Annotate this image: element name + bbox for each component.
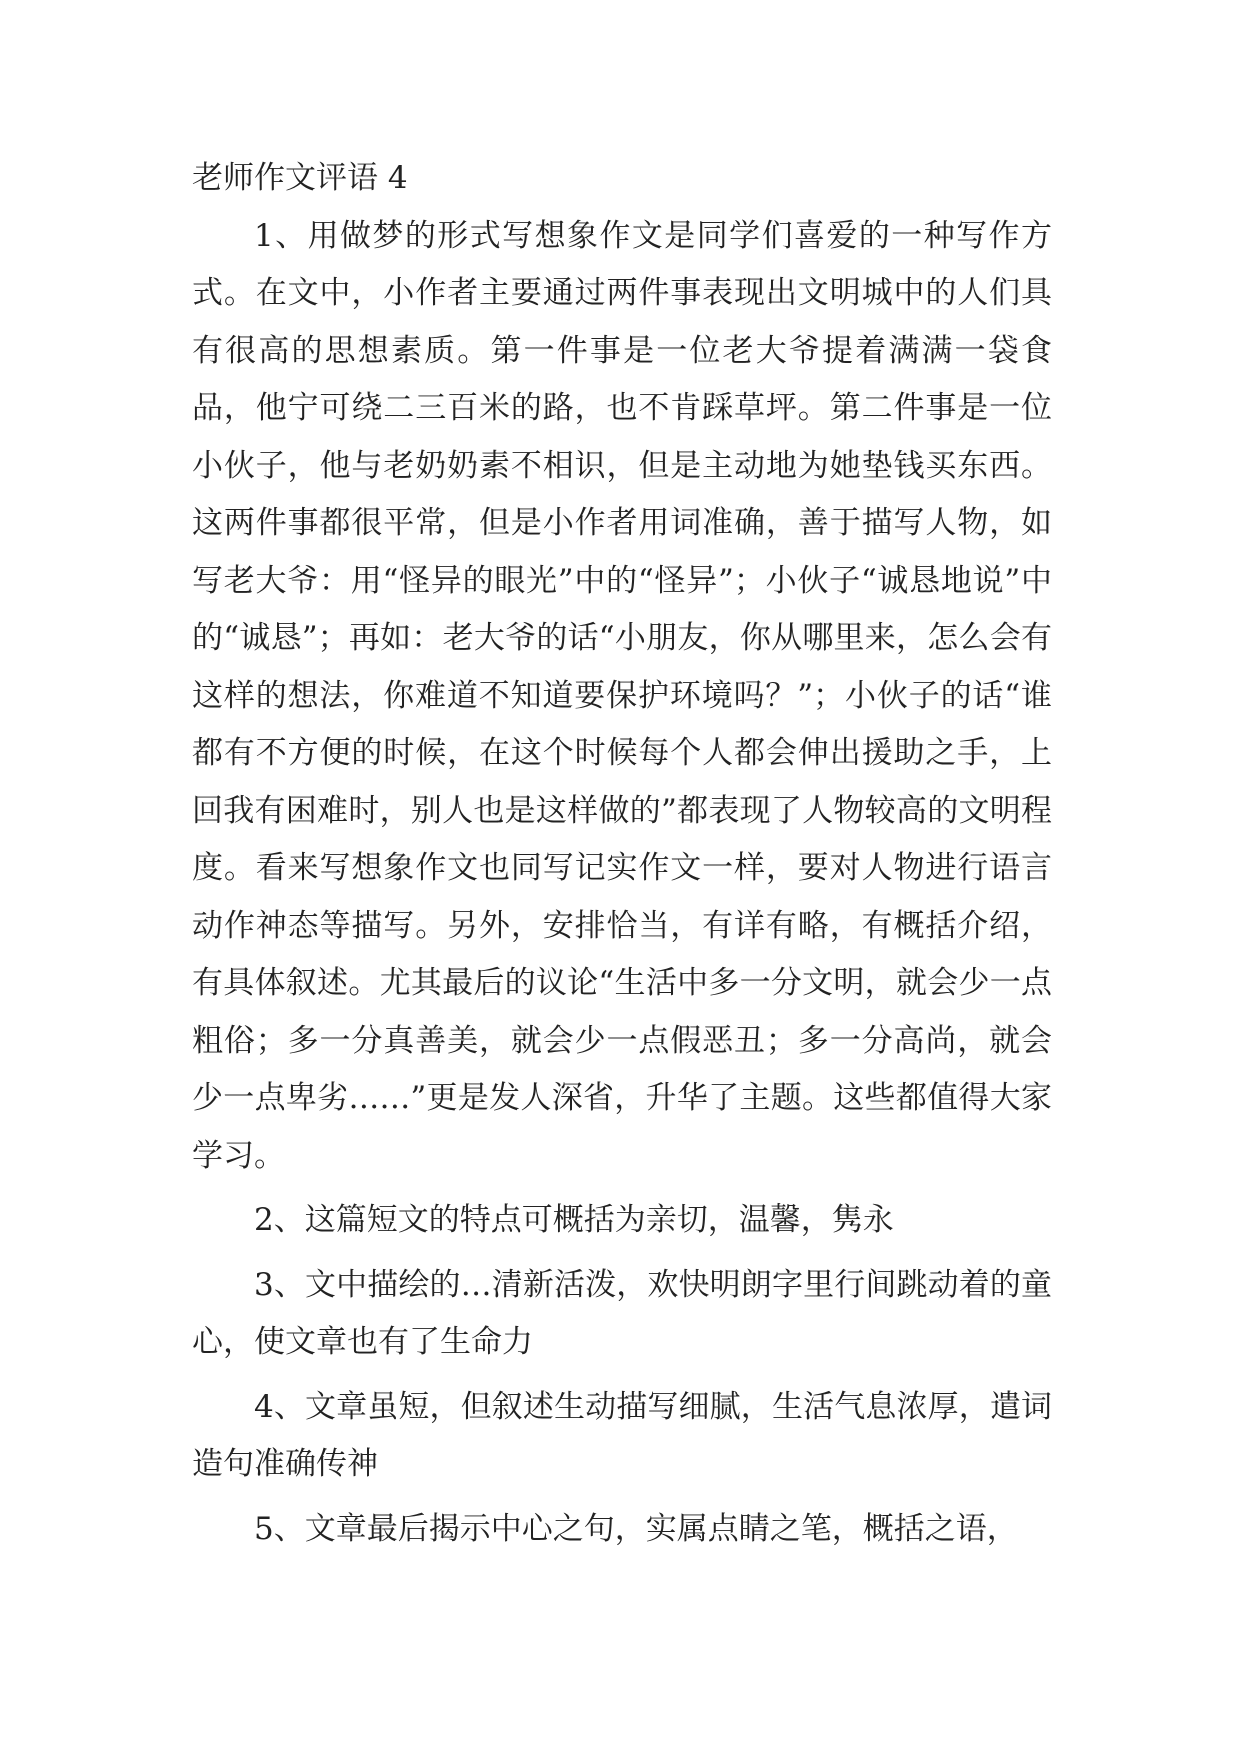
comment-paragraph-2: 2、这篇短文的特点可概括为亲切，温馨，隽永 — [254, 1202, 894, 1238]
comment-paragraph-5: 5、文章最后揭示中心之句，实属点睛之笔，概括之语， — [254, 1510, 1018, 1547]
comment-paragraph-1: 1、用做梦的形式写想象作文是同学们喜爱的一种写作方式。在文中，小作者主要通过两件事表现出文明城中的人们具有很高的思想素质。第一件事是一位老大爷提着满满一袋食品，他宁可绕二三百米的路，也不肯踩草坪。第二件事是一位小伙子，他与老奶奶素不相识，但是主动地为她垫钱买东西。这两件事都很平常，但是小作者用词准确，善于描写人物，如写老大爷：用“怪异的眼光”中的“怪异”；小伙子“诚恳地说”中的“诚恳”；再如：老大爷的话“小朋友，你从哪里来，怎么会有这样的想法，你难道不知道要保护环境吗？”；小伙子的话“谁都有不方便的时候，在这个时候每个人都会伸出援助之手，上回我有困难时，别人也是这样做的”都表现了人物较高的文明程度。看来写想象作文也同写记实作文一样，要对人物进行语言动作神态等描写。另外，安排恰当，有详有略，有概括介绍，有具体叙述。尤其最后的议论“生活中多一分文明，就会少一点粗俗；多一分真善美，就会少一点假恶丑；多一分高尚，就会少一点卑劣……”更是发人深省，升华了主题。这些都值得大家学习。 — [192, 217, 1052, 1174]
comment-paragraph-3: 3、文中描绘的…清新活泼，欢快明朗字里行间跳动着的童心，使文章也有了生命力 — [192, 1266, 1052, 1360]
document-page — [192, 150, 1052, 1558]
comment-paragraph-4: 4、文章虽短，但叙述生动描写细腻，生活气息浓厚，遣词造句准确传神 — [192, 1388, 1052, 1482]
document-title: 老师作文评语 4 — [192, 160, 408, 196]
